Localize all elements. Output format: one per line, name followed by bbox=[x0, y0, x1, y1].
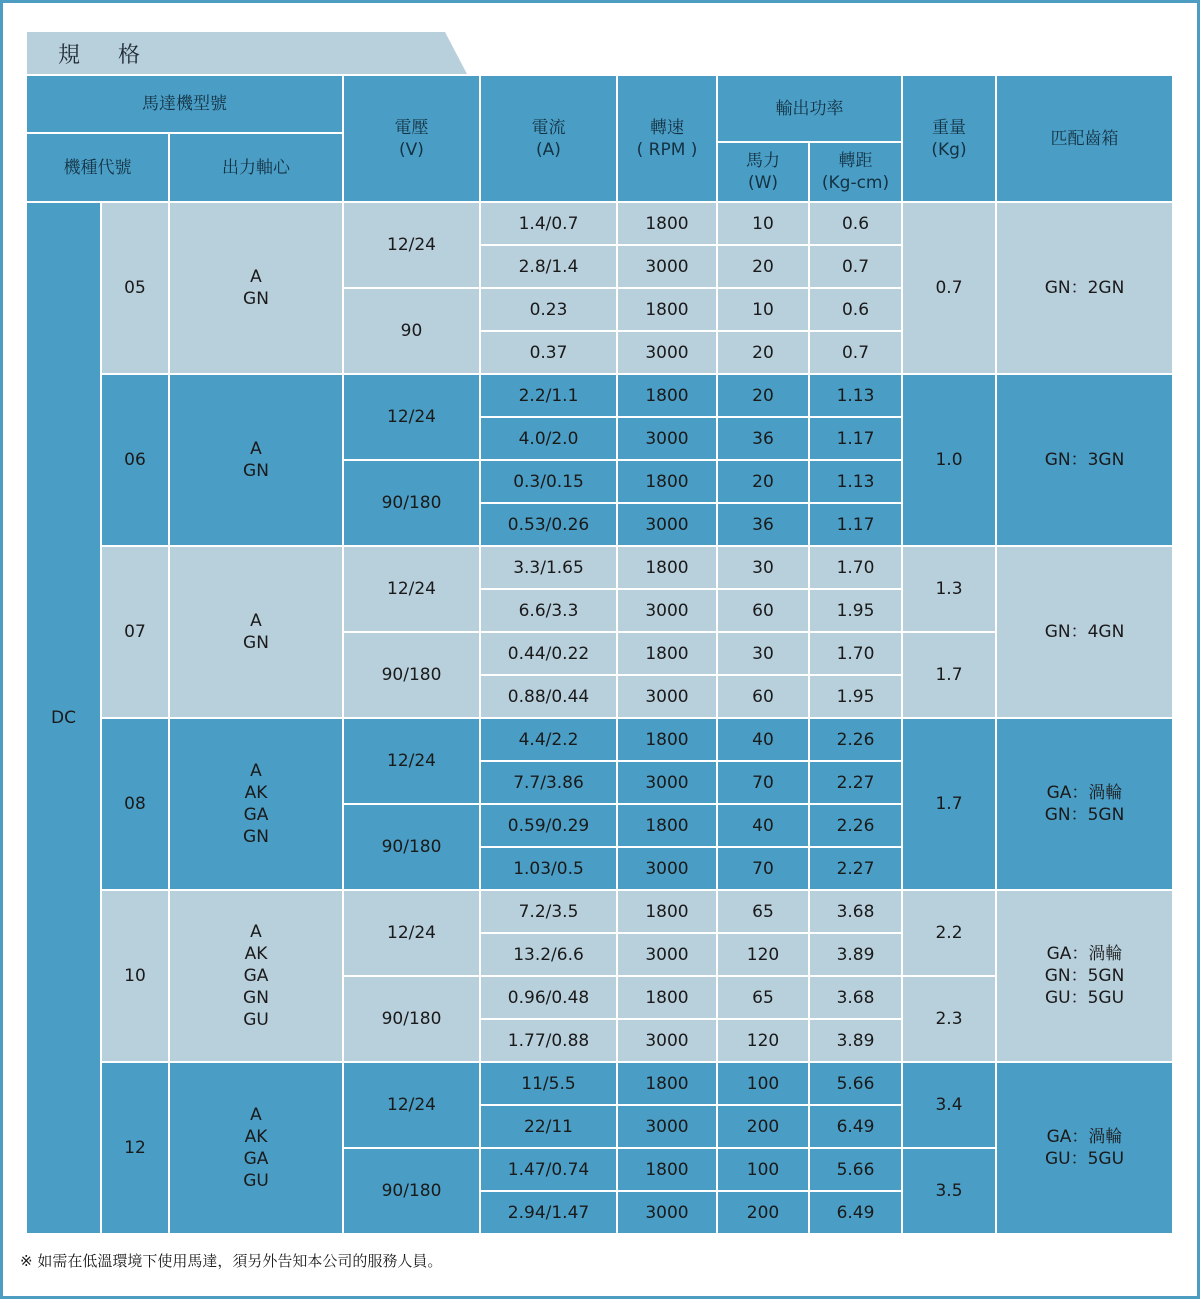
rpm-cell: 1800 bbox=[618, 547, 716, 588]
current-cell: 0.53/0.26 bbox=[481, 504, 616, 545]
torque-cell: 6.49 bbox=[810, 1106, 901, 1147]
horsepower-cell: 20 bbox=[718, 461, 808, 502]
rpm-cell: 3000 bbox=[618, 504, 716, 545]
current-cell: 7.2/3.5 bbox=[481, 891, 616, 932]
header-voltage-line: 電壓 bbox=[394, 117, 429, 138]
rpm-cell: 1800 bbox=[618, 461, 716, 502]
header-weight-line: 重量 bbox=[932, 117, 966, 138]
weight-cell: 1.7 bbox=[903, 633, 995, 717]
header-weight-line: (Kg) bbox=[931, 139, 967, 160]
gearbox-cell-line: GN：5GN bbox=[1044, 805, 1125, 825]
voltage-cell: 90/180 bbox=[344, 633, 479, 717]
voltage-cell: 90/180 bbox=[344, 805, 479, 889]
weight-cell: 0.7 bbox=[903, 203, 995, 373]
current-cell: 0.44/0.22 bbox=[481, 633, 616, 674]
current-cell: 0.96/0.48 bbox=[481, 977, 616, 1018]
torque-cell: 1.17 bbox=[810, 504, 901, 545]
header-speed bbox=[618, 76, 716, 201]
voltage-cell: 90/180 bbox=[344, 977, 479, 1061]
header-voltage bbox=[344, 76, 479, 201]
horsepower-cell: 30 bbox=[718, 633, 808, 674]
horsepower-cell: 200 bbox=[718, 1192, 808, 1233]
gearbox-cell-line: GA：渦輪 bbox=[1046, 783, 1123, 803]
rpm-cell: 3000 bbox=[618, 1192, 716, 1233]
gearbox-cell bbox=[997, 1063, 1172, 1233]
torque-cell: 2.26 bbox=[810, 805, 901, 846]
model-code-cell: 12 bbox=[102, 1063, 168, 1233]
header-model-code: 機種代號 bbox=[27, 134, 168, 201]
rpm-cell: 1800 bbox=[618, 891, 716, 932]
rpm-cell: 3000 bbox=[618, 1020, 716, 1061]
output-shaft-cell bbox=[170, 719, 342, 889]
current-cell: 0.37 bbox=[481, 332, 616, 373]
header-gearbox: 匹配齒箱 bbox=[997, 76, 1172, 201]
output-shaft-cell-line: GA bbox=[243, 805, 269, 825]
horsepower-cell: 30 bbox=[718, 547, 808, 588]
torque-cell: 1.17 bbox=[810, 418, 901, 459]
torque-cell: 2.27 bbox=[810, 848, 901, 889]
horsepower-cell: 65 bbox=[718, 891, 808, 932]
horsepower-cell: 200 bbox=[718, 1106, 808, 1147]
gearbox-cell bbox=[997, 891, 1172, 1061]
model-code-cell: 08 bbox=[102, 719, 168, 889]
torque-cell: 5.66 bbox=[810, 1149, 901, 1190]
rpm-cell: 3000 bbox=[618, 418, 716, 459]
torque-cell: 1.70 bbox=[810, 633, 901, 674]
rpm-cell: 3000 bbox=[618, 246, 716, 287]
horsepower-cell: 36 bbox=[718, 504, 808, 545]
horsepower-cell: 40 bbox=[718, 719, 808, 760]
section-title-char-1: 規 bbox=[58, 43, 83, 68]
current-cell: 2.94/1.47 bbox=[481, 1192, 616, 1233]
torque-cell: 1.70 bbox=[810, 547, 901, 588]
torque-cell: 0.7 bbox=[810, 246, 901, 287]
rpm-cell: 3000 bbox=[618, 762, 716, 803]
output-shaft-cell bbox=[170, 891, 342, 1061]
model-code-cell: 06 bbox=[102, 375, 168, 545]
output-shaft-cell bbox=[170, 375, 342, 545]
torque-cell: 0.6 bbox=[810, 289, 901, 330]
header-speed-line: ( RPM ) bbox=[636, 139, 698, 160]
output-shaft-cell bbox=[170, 1063, 342, 1233]
output-shaft-cell-line: GN bbox=[243, 827, 269, 847]
motor-type-cell: DC bbox=[27, 203, 100, 1233]
output-shaft-cell-line: A bbox=[250, 761, 262, 781]
model-code-cell: 07 bbox=[102, 547, 168, 717]
rpm-cell: 3000 bbox=[618, 848, 716, 889]
output-shaft-cell-line: GN bbox=[243, 289, 269, 309]
torque-cell: 0.7 bbox=[810, 332, 901, 373]
section-title-char-2: 格 bbox=[118, 43, 143, 68]
weight-cell: 2.2 bbox=[903, 891, 995, 975]
weight-cell: 2.3 bbox=[903, 977, 995, 1061]
output-shaft-cell-line: A bbox=[250, 267, 262, 287]
header-current-line: (A) bbox=[536, 139, 561, 160]
header-weight bbox=[903, 76, 995, 201]
rpm-cell: 1800 bbox=[618, 977, 716, 1018]
current-cell: 11/5.5 bbox=[481, 1063, 616, 1104]
rpm-cell: 3000 bbox=[618, 590, 716, 631]
current-cell: 2.8/1.4 bbox=[481, 246, 616, 287]
gearbox-cell-line: GU：5GU bbox=[1044, 988, 1125, 1008]
horsepower-cell: 120 bbox=[718, 934, 808, 975]
horsepower-cell: 20 bbox=[718, 375, 808, 416]
horsepower-cell: 36 bbox=[718, 418, 808, 459]
horsepower-cell: 40 bbox=[718, 805, 808, 846]
gearbox-cell-line: GA：渦輪 bbox=[1046, 944, 1123, 964]
current-cell: 0.59/0.29 bbox=[481, 805, 616, 846]
weight-cell: 1.0 bbox=[903, 375, 995, 545]
weight-cell: 1.3 bbox=[903, 547, 995, 631]
header-current bbox=[481, 76, 616, 201]
horsepower-cell: 65 bbox=[718, 977, 808, 1018]
horsepower-cell: 100 bbox=[718, 1063, 808, 1104]
current-cell: 2.2/1.1 bbox=[481, 375, 616, 416]
rpm-cell: 1800 bbox=[618, 1063, 716, 1104]
torque-cell: 3.89 bbox=[810, 1020, 901, 1061]
output-shaft-cell bbox=[170, 547, 342, 717]
header-horsepower-line: (W) bbox=[747, 173, 779, 193]
current-cell: 1.03/0.5 bbox=[481, 848, 616, 889]
header-speed-line: 轉速 bbox=[650, 117, 684, 138]
voltage-cell: 12/24 bbox=[344, 719, 479, 803]
model-code-cell: 05 bbox=[102, 203, 168, 373]
output-shaft-cell-line: A bbox=[250, 1105, 262, 1125]
rpm-cell: 1800 bbox=[618, 289, 716, 330]
current-cell: 7.7/3.86 bbox=[481, 762, 616, 803]
horsepower-cell: 120 bbox=[718, 1020, 808, 1061]
current-cell: 4.4/2.2 bbox=[481, 719, 616, 760]
output-shaft-cell-line: GN bbox=[243, 988, 269, 1008]
voltage-cell: 90/180 bbox=[344, 1149, 479, 1233]
output-shaft-cell-line: AK bbox=[244, 1127, 268, 1147]
output-shaft-cell-line: AK bbox=[244, 944, 268, 964]
rpm-cell: 1800 bbox=[618, 203, 716, 244]
current-cell: 1.77/0.88 bbox=[481, 1020, 616, 1061]
horsepower-cell: 60 bbox=[718, 676, 808, 717]
header-torque-line: 轉距 bbox=[838, 151, 873, 171]
horsepower-cell: 70 bbox=[718, 848, 808, 889]
output-shaft-cell-line: A bbox=[250, 439, 262, 459]
current-cell: 0.23 bbox=[481, 289, 616, 330]
voltage-cell: 90 bbox=[344, 289, 479, 373]
gearbox-cell-line: GA：渦輪 bbox=[1046, 1127, 1123, 1147]
current-cell: 1.4/0.7 bbox=[481, 203, 616, 244]
voltage-cell: 12/24 bbox=[344, 891, 479, 975]
output-shaft-cell-line: GA bbox=[243, 966, 269, 986]
voltage-cell: 12/24 bbox=[344, 203, 479, 287]
voltage-cell: 12/24 bbox=[344, 547, 479, 631]
torque-cell: 3.89 bbox=[810, 934, 901, 975]
current-cell: 22/11 bbox=[481, 1106, 616, 1147]
output-shaft-cell-line: GN bbox=[243, 633, 269, 653]
header-output-power: 輸出功率 bbox=[718, 76, 901, 141]
gearbox-cell-line: GU：5GU bbox=[1044, 1149, 1125, 1169]
section-title bbox=[58, 38, 142, 69]
horsepower-cell: 100 bbox=[718, 1149, 808, 1190]
rpm-cell: 1800 bbox=[618, 375, 716, 416]
torque-cell: 1.13 bbox=[810, 461, 901, 502]
header-horsepower bbox=[718, 143, 808, 201]
output-shaft-cell-line: A bbox=[250, 922, 262, 942]
rpm-cell: 3000 bbox=[618, 332, 716, 373]
header-current-line: 電流 bbox=[531, 117, 566, 138]
output-shaft-cell-line: AK bbox=[244, 783, 268, 803]
gearbox-cell: GN：4GN bbox=[997, 547, 1172, 717]
torque-cell: 1.13 bbox=[810, 375, 901, 416]
header-horsepower-line: 馬力 bbox=[746, 151, 780, 171]
rpm-cell: 1800 bbox=[618, 719, 716, 760]
current-cell: 6.6/3.3 bbox=[481, 590, 616, 631]
header-motor-model: 馬達機型號 bbox=[27, 76, 342, 132]
rpm-cell: 3000 bbox=[618, 1106, 716, 1147]
voltage-cell: 90/180 bbox=[344, 461, 479, 545]
horsepower-cell: 10 bbox=[718, 289, 808, 330]
rpm-cell: 3000 bbox=[618, 676, 716, 717]
output-shaft-cell bbox=[170, 203, 342, 373]
torque-cell: 5.66 bbox=[810, 1063, 901, 1104]
output-shaft-cell-line: A bbox=[250, 611, 262, 631]
current-cell: 3.3/1.65 bbox=[481, 547, 616, 588]
current-cell: 4.0/2.0 bbox=[481, 418, 616, 459]
voltage-cell: 12/24 bbox=[344, 375, 479, 459]
torque-cell: 2.26 bbox=[810, 719, 901, 760]
rpm-cell: 3000 bbox=[618, 934, 716, 975]
spec-table bbox=[27, 76, 1173, 1236]
voltage-cell: 12/24 bbox=[344, 1063, 479, 1147]
header-output-shaft: 出力軸心 bbox=[170, 134, 342, 201]
weight-cell: 1.7 bbox=[903, 719, 995, 889]
gearbox-cell: GN：2GN bbox=[997, 203, 1172, 373]
horsepower-cell: 60 bbox=[718, 590, 808, 631]
model-code-cell: 10 bbox=[102, 891, 168, 1061]
footnote: ※ 如需在低溫環境下使用馬達，須另外告知本公司的服務人員。 bbox=[20, 1252, 443, 1270]
current-cell: 0.88/0.44 bbox=[481, 676, 616, 717]
horsepower-cell: 10 bbox=[718, 203, 808, 244]
horsepower-cell: 20 bbox=[718, 332, 808, 373]
rpm-cell: 1800 bbox=[618, 633, 716, 674]
header-voltage-line: (V) bbox=[399, 139, 424, 160]
torque-cell: 3.68 bbox=[810, 891, 901, 932]
output-shaft-cell-line: GA bbox=[243, 1149, 269, 1169]
horsepower-cell: 70 bbox=[718, 762, 808, 803]
weight-cell: 3.4 bbox=[903, 1063, 995, 1147]
torque-cell: 3.68 bbox=[810, 977, 901, 1018]
current-cell: 1.47/0.74 bbox=[481, 1149, 616, 1190]
torque-cell: 0.6 bbox=[810, 203, 901, 244]
header-torque bbox=[810, 143, 901, 201]
rpm-cell: 1800 bbox=[618, 805, 716, 846]
torque-cell: 1.95 bbox=[810, 676, 901, 717]
gearbox-cell: GN：3GN bbox=[997, 375, 1172, 545]
output-shaft-cell-line: GU bbox=[243, 1010, 269, 1030]
current-cell: 0.3/0.15 bbox=[481, 461, 616, 502]
output-shaft-cell-line: GN bbox=[243, 461, 269, 481]
gearbox-cell bbox=[997, 719, 1172, 889]
rpm-cell: 1800 bbox=[618, 1149, 716, 1190]
current-cell: 13.2/6.6 bbox=[481, 934, 616, 975]
gearbox-cell-line: GN：5GN bbox=[1044, 966, 1125, 986]
torque-cell: 2.27 bbox=[810, 762, 901, 803]
torque-cell: 6.49 bbox=[810, 1192, 901, 1233]
weight-cell: 3.5 bbox=[903, 1149, 995, 1233]
horsepower-cell: 20 bbox=[718, 246, 808, 287]
header-torque-line: (Kg-cm) bbox=[821, 173, 890, 193]
torque-cell: 1.95 bbox=[810, 590, 901, 631]
output-shaft-cell-line: GU bbox=[243, 1171, 269, 1191]
